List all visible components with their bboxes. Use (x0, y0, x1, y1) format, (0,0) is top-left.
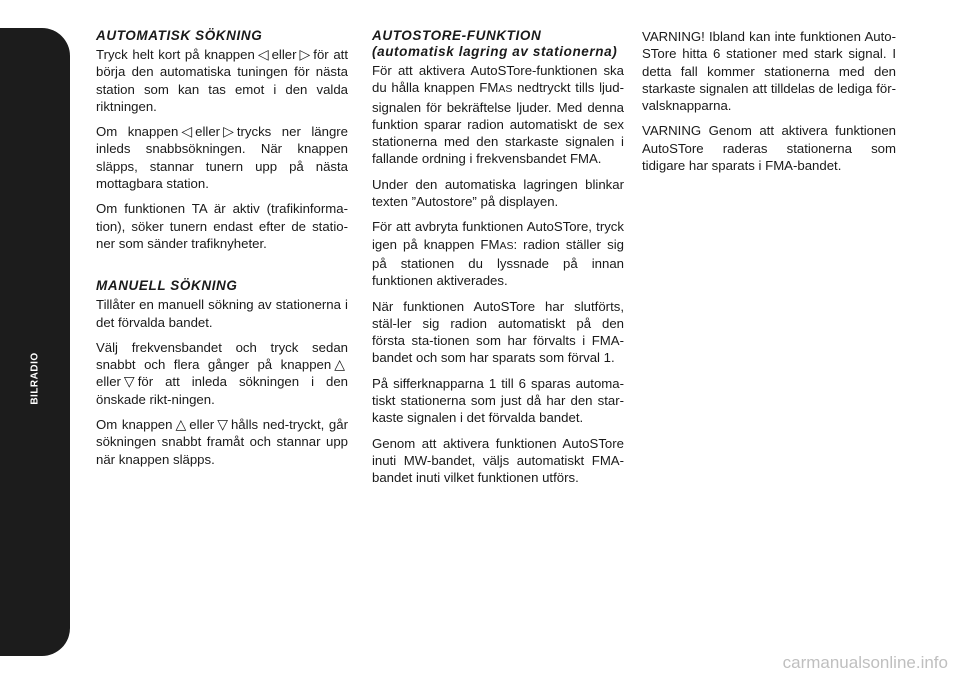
right-arrow-icon: ▷ (299, 46, 311, 62)
paragraph: Genom att aktivera funktionen AutoSTore inuti MW-bandet, väljs automatiskt FMA-bandet inuti vilket funktionen utförs. (372, 435, 624, 486)
column-3 (642, 28, 896, 182)
heading-autostore: AUTOSTORE-FUNKTION (automatisk lagring av stationerna) (372, 28, 618, 59)
watermark: carmanualsonline.info (782, 653, 948, 672)
paragraph: Tillåter en manuell sökning av stationerna i det förvalda bandet. (96, 297, 348, 330)
paragraph: Om funktionen TA är aktiv (trafikinforma-tion), söker tunern endast efter de statio-ner som sänder trafiknyheter. (96, 201, 348, 251)
paragraph: Om knappen △ eller ▽ hålls ned-tryckt, går sökningen snabbt framåt och stannar upp när knappen släpps. (96, 416, 348, 467)
paragraph: På sifferknapparna 1 till 6 sparas automa-tiskt stationerna som just då har den star-kaste signalen i det förvalda bandet. (372, 375, 624, 426)
left-arrow-icon: ◁ (181, 123, 193, 140)
section-label: BILRADIO (29, 351, 41, 405)
column-2 (372, 28, 624, 495)
down-arrow-icon: ▽ (217, 416, 228, 433)
paragraph: Tryck helt kort på knappen ◁ eller ▷ för att börja den automatiska tuningen för nästa station som kan tas emot i den valda riktningen. (96, 46, 348, 114)
left-arrow-icon: ◁ (257, 46, 269, 62)
paragraph: För att aktivera AutoSTore-funktionen ska du hålla knappen FMAS nedtryckt tills ljud-signalen för bekräftelse ljuder. Med denna funktion sparar radion automatiskt de sex stationerna med den starkaste signalen i fallande ordning i frekvensbandet FMA. (372, 63, 624, 167)
column-1 (96, 28, 348, 476)
paragraph: Om knappen ◁ eller ▷ trycks ner längre inleds snabbsökningen. När knappen släpps, stannar tunern upp på nästa mottagbara station. (96, 123, 348, 192)
paragraph: När funktionen AutoSTore har slutförts, stäl-ler sig radion automatiskt på den första sta-tionen som har förvalts i FMA-bandet och som har sparats som förval 1. (372, 298, 624, 366)
down-arrow-icon: ▽ (123, 373, 135, 390)
heading-automatic-search: AUTOMATISK SÖKNING (96, 28, 263, 43)
up-arrow-icon: △ (175, 416, 187, 433)
paragraph: Under den automatiska lagringen blinkar texten ”Autostore” på displayen. (372, 176, 624, 210)
heading-manual-search: MANUELL SÖKNING (96, 278, 238, 294)
paragraph: För att avbryta funktionen AutoSTore, tryck igen på knappen FMAS: radion ställer sig på stationen du lyssnade på innan funktionen aktiverades. (372, 219, 624, 289)
paragraph: Välj frekvensbandet och tryck sedan snabbt och flera gånger på knappen △eller ▽ för att inleda sökningen i den önskade rikt-ningen. (96, 339, 348, 407)
right-arrow-icon: ▷ (223, 123, 234, 140)
page-number: 270 (30, 664, 64, 686)
warning-paragraph: VARNING Genom att aktivera funktionen AutoSTore raderas stationerna som tidigare har sparats i FMA-bandet. (642, 123, 896, 174)
section-sidebar (0, 28, 70, 686)
up-arrow-icon: △ (334, 356, 345, 373)
warning-paragraph: VARNING! Ibland kan inte funktionen Auto-STore hitta 6 stationer med stark signal. I detta fall kommer stationerna med den starkaste signalen att tilldelas de lediga för-valsknapparna. (642, 29, 896, 114)
